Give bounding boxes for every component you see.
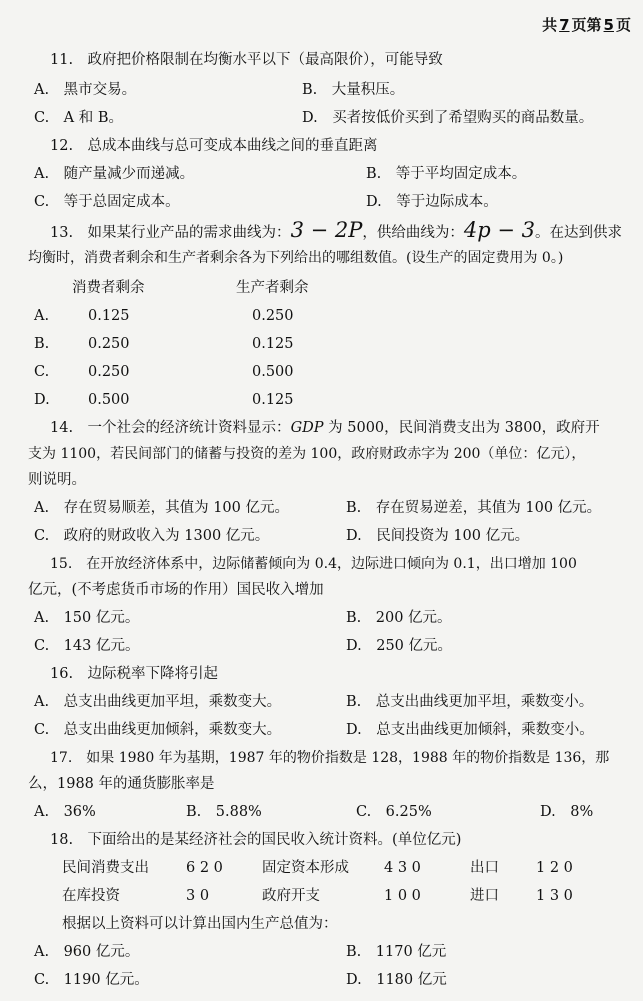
q17-option-d: D. 8% bbox=[540, 804, 594, 820]
q14-option-b: B. 存在贸易逆差，其值为 100 亿元。 bbox=[346, 500, 602, 516]
q17-stem-line2: 么，1988 年的通货膨胀率是 bbox=[28, 776, 215, 792]
q18-stem-line2: 根据以上资料可以计算出国内生产总值为： bbox=[62, 916, 338, 932]
q13-row-a-cs: 0.125 bbox=[88, 308, 130, 324]
q18-option-c: C. 1190 亿元。 bbox=[34, 972, 149, 988]
q18-option-d: D. 1180 亿元 bbox=[346, 972, 447, 988]
q18-inventory-value: 3 0 bbox=[186, 888, 210, 904]
q15-stem: 15. 在开放经济体系中，边际储蓄倾向为 0.4，边际进口倾向为 0.1，出口增加 100 bbox=[50, 556, 577, 572]
q15-option-c: C. 143 亿元。 bbox=[34, 638, 140, 654]
q13-row-d-cs: 0.500 bbox=[88, 392, 130, 408]
q13-row-b-ps: 0.125 bbox=[252, 336, 294, 352]
q13-row-a-ps: 0.250 bbox=[252, 308, 294, 324]
q12-option-b: B. 等于平均固定成本。 bbox=[366, 166, 527, 182]
q15-option-d: D. 250 亿元。 bbox=[346, 638, 453, 654]
q18-option-b: B. 1170 亿元 bbox=[346, 944, 447, 960]
q13-row-d-label: D. bbox=[34, 392, 50, 408]
page-counter: 共 7 页第 5 页 bbox=[542, 16, 631, 34]
q11-stem: 11. 政府把价格限制在均衡水平以下（最高限价），可能导致 bbox=[50, 52, 443, 68]
q14-option-c: C. 政府的财政收入为 1300 亿元。 bbox=[34, 528, 270, 544]
q18-government-value: 1 0 0 bbox=[384, 888, 421, 904]
q17-option-a: A. 36% bbox=[34, 804, 96, 820]
q12-option-c: C. 等于总固定成本。 bbox=[34, 194, 180, 210]
q13-row-c-cs: 0.250 bbox=[88, 364, 130, 380]
q14-option-d: D. 民间投资为 100 亿元。 bbox=[346, 528, 530, 544]
q11-option-b: B. 大量积压。 bbox=[302, 82, 405, 98]
q13-col-consumer-surplus: 消费者剩余 bbox=[72, 280, 145, 296]
q18-inventory-label: 在库投资 bbox=[62, 888, 120, 904]
q18-option-a: A. 960 亿元。 bbox=[34, 944, 140, 960]
q13-stem-line2: 均衡时，消费者剩余和生产者剩余各为下列给出的哪组数值。(设生产的固定费用为 0。) bbox=[28, 250, 564, 266]
q17-stem: 17. 如果 1980 年为基期，1987 年的物价指数是 128，1988 年的物价指数是 136，那 bbox=[50, 750, 610, 766]
q13-row-a-label: A. bbox=[34, 308, 50, 324]
q18-export-value: 1 2 0 bbox=[536, 860, 573, 876]
q16-option-c: C. 总支出曲线更加倾斜，乘数变大。 bbox=[34, 722, 282, 738]
q14-stem-line2: 支为 1100，若民间部门的储蓄与投资的差为 100，政府财政赤字为 200（单位：亿元）， bbox=[28, 446, 586, 462]
q15-option-b: B. 200 亿元。 bbox=[346, 610, 452, 626]
q13-col-producer-surplus: 生产者剩余 bbox=[236, 280, 309, 296]
q14-stem-line3: 则说明。 bbox=[28, 472, 86, 488]
q12-option-d: D. 等于边际成本。 bbox=[366, 194, 498, 210]
q12-stem: 12. 总成本曲线与总可变成本曲线之间的垂直距离 bbox=[50, 138, 378, 154]
q17-option-b: B. 5.88% bbox=[186, 804, 262, 820]
q18-export-label: 出口 bbox=[470, 860, 499, 876]
q13-row-b-cs: 0.250 bbox=[88, 336, 130, 352]
q18-fixed-capital-value: 4 3 0 bbox=[384, 860, 421, 876]
q13-row-d-ps: 0.125 bbox=[252, 392, 294, 408]
q18-government-label: 政府开支 bbox=[262, 888, 320, 904]
q17-option-c: C. 6.25% bbox=[356, 804, 432, 820]
q16-option-b: B. 总支出曲线更加平坦，乘数变小。 bbox=[346, 694, 594, 710]
q13-row-c-label: C. bbox=[34, 364, 50, 380]
q18-import-label: 进口 bbox=[470, 888, 499, 904]
q14-option-a: A. 存在贸易顺差，其值为 100 亿元。 bbox=[34, 500, 289, 516]
q11-option-d: D. 买者按低价买到了希望购买的商品数量。 bbox=[302, 110, 594, 126]
q16-stem: 16. 边际税率下降将引起 bbox=[50, 666, 219, 682]
q11-option-a: A. 黑市交易。 bbox=[34, 82, 137, 98]
q18-stem: 18. 下面给出的是某经济社会的国民收入统计资料。(单位亿元) bbox=[50, 832, 462, 848]
q18-consumption-label: 民间消费支出 bbox=[62, 860, 149, 876]
q11-option-c: C. A 和 B。 bbox=[34, 110, 124, 126]
q16-option-d: D. 总支出曲线更加倾斜，乘数变小。 bbox=[346, 722, 594, 738]
q18-import-value: 1 3 0 bbox=[536, 888, 573, 904]
q14-stem: 14. 一个社会的经济统计资料显示：GDP 为 5000，民间消费支出为 3800，政府开 bbox=[50, 420, 600, 436]
q12-option-a: A. 随产量减少而递减。 bbox=[34, 166, 195, 182]
q18-fixed-capital-label: 固定资本形成 bbox=[262, 860, 349, 876]
demand-formula: 3 − 2P bbox=[290, 218, 363, 242]
q15-stem-line2: 亿元，(不考虑货币市场的作用）国民收入增加 bbox=[28, 582, 324, 598]
q18-consumption-value: 6 2 0 bbox=[186, 860, 223, 876]
q13-stem: 13. 如果某行业产品的需求曲线为：3 − 2P，供给曲线为：4p − 3。在达到供求 bbox=[50, 218, 622, 242]
q16-option-a: A. 总支出曲线更加平坦，乘数变大。 bbox=[34, 694, 282, 710]
supply-formula: 4p − 3 bbox=[463, 218, 535, 242]
q15-option-a: A. 150 亿元。 bbox=[34, 610, 140, 626]
q13-row-c-ps: 0.500 bbox=[252, 364, 294, 380]
q13-row-b-label: B. bbox=[34, 336, 50, 352]
